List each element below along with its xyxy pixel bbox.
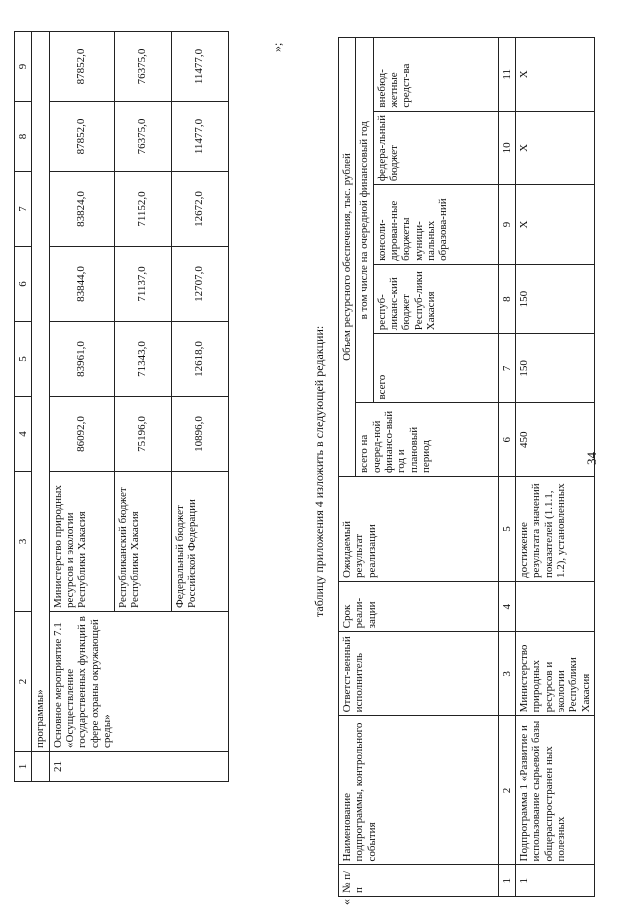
header-executor: Ответст-венный исполнитель	[339, 632, 499, 716]
col-num-9: 9	[15, 32, 32, 102]
value-cell: 12618,0	[171, 322, 228, 397]
table-row	[49, 32, 114, 782]
col-num-10: 10	[498, 111, 515, 185]
col-num-4: 4	[15, 397, 32, 472]
value-cell: 87852,0	[49, 102, 114, 172]
col-num-8: 8	[498, 264, 515, 333]
header-federal-budget: федера-льный бюджет	[373, 111, 498, 185]
row-number: 1	[515, 865, 594, 897]
source-name: Федеральный бюджет Российской Федерации	[171, 472, 228, 612]
col-num-5: 5	[498, 477, 515, 582]
value-cell: X	[515, 111, 594, 185]
executor: Министерство природных ресурсов и экологии Республики Хакасия	[515, 632, 594, 716]
col-num-2: 2	[15, 612, 32, 752]
term	[515, 582, 594, 632]
table-top	[14, 31, 229, 782]
col-num-6: 6	[498, 403, 515, 477]
value-cell: 150	[515, 264, 594, 333]
col-num-1: 1	[498, 865, 515, 897]
value-cell: 150	[515, 334, 594, 403]
value-cell: 87852,0	[49, 32, 114, 102]
value-cell: 12672,0	[171, 172, 228, 247]
header-total: всего	[373, 334, 498, 403]
header-volume: Объем ресурсного обеспечения, тыс. рублей	[339, 38, 356, 477]
col-num-9: 9	[498, 185, 515, 265]
value-cell: 76375,0	[114, 102, 171, 172]
col-num-6: 6	[15, 247, 32, 322]
header-total-plan: всего на очеред-ной финансо-вый год и плановый период	[356, 403, 498, 477]
col-num-5: 5	[15, 322, 32, 397]
value-cell: 75196,0	[114, 397, 171, 472]
header-number: № п/п	[339, 865, 499, 897]
value-cell: 450	[515, 403, 594, 477]
continuation-text: программы»	[32, 32, 49, 752]
value-cell: 10896,0	[171, 397, 228, 472]
opening-quote: «	[339, 899, 353, 905]
instruction-text: таблицу приложения 4 изложить в следующей редакции:	[312, 325, 326, 617]
value-cell: 83961,0	[49, 322, 114, 397]
source-name: Министерство природных ресурсов и экологии Республики Хакасия	[49, 472, 114, 612]
header-term: Срок реали-зации	[339, 582, 499, 632]
col-num-3: 3	[15, 472, 32, 612]
row-number: 21	[49, 752, 228, 782]
col-num-7: 7	[15, 172, 32, 247]
header-result: Ожидаемый результат реализации	[339, 477, 499, 582]
value-cell: 71152,0	[114, 172, 171, 247]
header-consolidated-budgets: консоли-дирован-ные бюджеты муници-пальных образова-ний	[373, 185, 498, 265]
page-number: 34	[584, 452, 599, 465]
value-cell: 86092,0	[49, 397, 114, 472]
header-extra-budget: внебюд-жетные средст-ва	[373, 38, 498, 112]
continuation-row	[32, 32, 49, 782]
col-num-8: 8	[15, 102, 32, 172]
closing-quote: »;	[270, 42, 284, 52]
value-cell: X	[515, 38, 594, 112]
value-cell: 71343,0	[114, 322, 171, 397]
value-cell: 83824,0	[49, 172, 114, 247]
col-num-7: 7	[498, 334, 515, 403]
activity-name: Основное мероприятие 7.1 «Осуществление государственных функций в сфере охраны окружающей среды»	[49, 612, 228, 752]
col-num-2: 2	[498, 716, 515, 865]
value-cell: 11477,0	[171, 32, 228, 102]
column-number-row	[15, 32, 32, 782]
col-num-4: 4	[498, 582, 515, 632]
value-cell: 12707,0	[171, 247, 228, 322]
table-row	[515, 38, 594, 897]
subprogram-name: Подпрограмма 1 «Развитие и использование сырьевой базы общераспространен ных полезных	[515, 716, 594, 865]
value-cell: 11477,0	[171, 102, 228, 172]
table-bottom	[338, 37, 595, 897]
col-num-3: 3	[498, 632, 515, 716]
col-num-1: 1	[15, 752, 32, 782]
value-cell: 83844,0	[49, 247, 114, 322]
value-cell: X	[515, 185, 594, 265]
header-current-year: в том числе на очередной финансовый год	[356, 38, 373, 404]
column-number-row	[498, 38, 515, 897]
source-name: Республиканский бюджет Республики Хакасия	[114, 472, 171, 612]
header-row	[339, 38, 356, 897]
header-republic-budget: респуб-ликанс-кий бюджет Респуб-лики Хакасия	[373, 264, 498, 333]
value-cell: 71137,0	[114, 247, 171, 322]
col-num-11: 11	[498, 38, 515, 112]
expected-result: достижение результата значений показателей (1.1.1, 1.2), установленных	[515, 477, 594, 582]
header-name: Наименование подпрограммы, контрольного события	[339, 716, 499, 865]
value-cell: 76375,0	[114, 32, 171, 102]
